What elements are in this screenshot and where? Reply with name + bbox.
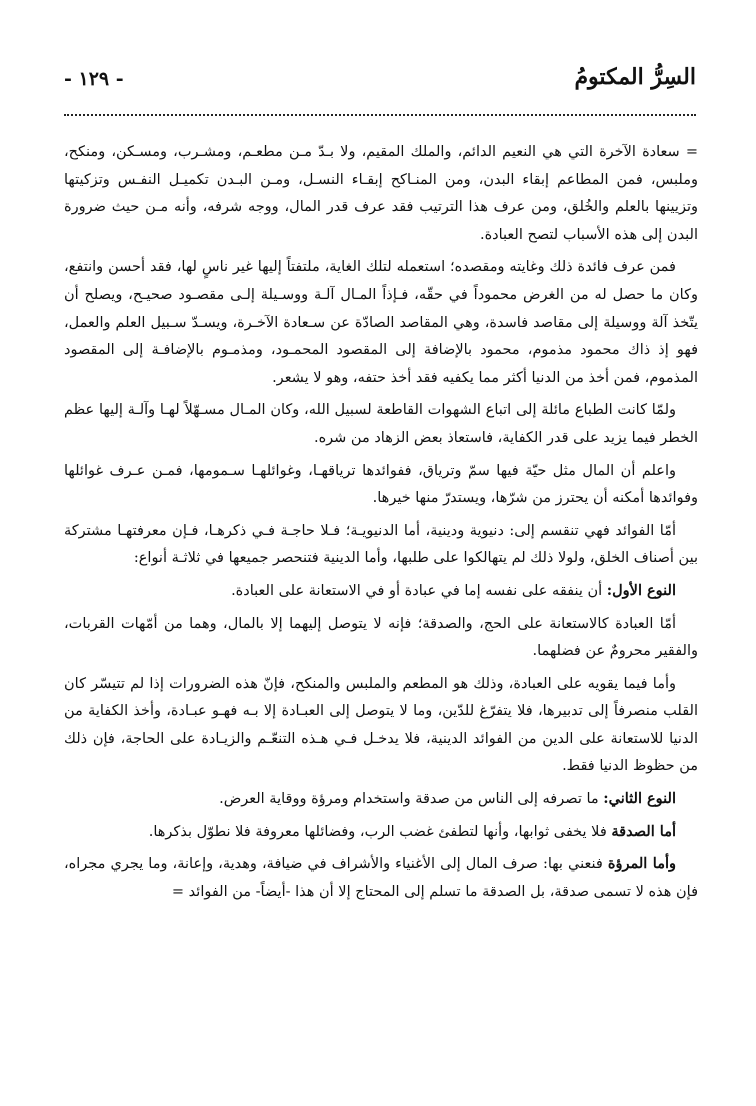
paragraph-lead: النوع الثاني: <box>603 790 676 808</box>
running-title: السِرُّ المكتومُ <box>574 64 696 90</box>
paragraph <box>64 253 698 392</box>
paragraph-lead: النوع الأول: <box>606 581 676 599</box>
paragraph-lead: وأما المرؤة <box>607 855 677 873</box>
paragraph-text: ولمّا كانت الطباع مائلة إلى اتباع الشهوات القاطعة لسبيل الله، وكان المـال مسـهّلاً لهـا وآلـة إليها عظم الخطر فيما يزيد على قدر الكفاية، فاستعاذ بعض الزهاد من شره. <box>64 402 698 446</box>
page-header <box>64 60 696 100</box>
paragraph-text: أن ينفقه على نفسه إما في عبادة أو في الاستعانة على العبادة. <box>231 582 607 599</box>
paragraph-text: أمّا الفوائد فهي تنقسم إلى: دنيوية ودينية، أما الدنيويـة؛ فـلا حاجـة فـي ذكرهـا، فـإن معرفتهـا مشتركة بين أصناف الخلق، ولولا ذلك لم يتهالكوا على طلبها، وأما الدينية فتنحصر جميعها في ثلاثـة أنواع: <box>64 522 698 567</box>
paragraph <box>64 457 698 513</box>
page-number: - ١٢٩ - <box>64 68 124 90</box>
paragraph <box>64 577 698 606</box>
paragraph-text: ما تصرفه إلى الناس من صدقة واستخدام ومرؤة ووقاية العرض. <box>219 791 604 808</box>
paragraph-text: = سعادة الآخرة التي هي النعيم الدائم، والملك المقيم، ولا بـدّ مـن مطعـم، ومشـرب، ومسـكن، ومنكح، وملبس، فمن المطاعم إبقاء البدن، ومن المنـاكح إبقـاء النسـل، ومـن البـدن تكميـل النفـس وتزكيتها وتزيينها بالعلم والخُلق، ومن عرف هذا الترتيب فقد عرف قدر المال، ووجه شرفه، وأنه مـن حيث ضرورة البدن إلى هذه الأسباب لتصح العبادة. <box>64 144 698 243</box>
paragraph-text: فمن عرف فائدة ذلك وغايته ومقصده؛ استعمله لتلك الغاية، ملتفتاً إليها غير ناسٍ لها، فقد أحسن وانتفع، وكان ما حصل له من الغرض محموداً في حقّه، فـإذاً المـال آلـة ووسـيلة إلـى مقصـود صحيـح، ويصلح أن يتّخذ آلة ووسيلة إلى مقاصد فاسدة، وهي المقاصد الصادّة عن سـعادة الآخـرة، ويسـدّ سـبيل العلم والعمل، فهو إذ ذاك محمود مذموم، محمود بالإضافة إلى المقصود المحمـود، ومذمـوم بالإضافـة إلى المقصود المذموم، فمن أخذ من الدنيا أكثر مما يكفيه فقد أخذ حتفه، وهو لا يشعر. <box>64 259 698 386</box>
paragraph-text: واعلم أن المال مثل حيّة فيها سمّ وترياق، ففوائدها ترياقهـا، وغوائلهـا سـمومها، فمـن عـرف غوائلها وفوائدها أمكنه أن يحترز من شرّها، ويستدرّ منها خيرها. <box>64 462 698 507</box>
paragraph <box>64 850 698 906</box>
paragraph-text: فنعني بها: صرف المال إلى الأغنياء والأشراف في ضيافة، وهدية، وإعانة، وما يجري مجراه، فإن هذه لا تسمى صدقة، بل الصدقة ما تسلم إلى المحتاج إلا أن هذا -أيضاً- من الفوائد = <box>64 856 698 900</box>
paragraph <box>64 670 698 781</box>
paragraph-lead: أما الصدقة <box>611 822 676 840</box>
paragraph-text: وأما فيما يقويه على العبادة، وذلك هو المطعم والملبس والمنكح، فإنّ هذه الضرورات إذا لم تتيسّر كان القلب منصرفاً إلى تدبيرها، فلا يتفرّغ للدّين، وما لا يتوصل إلى العبـادة إلا بـه فهـو عبـادة، وأخذ الكفاية من الدنيا للاستعانة على الدين من الفوائد الدينية، فلا يدخـل فـي هـذه التنعّـم والزيـادة على الحاجة، فإن ذلك من حظوظ الدنيا فقط. <box>64 675 698 775</box>
paragraph <box>64 610 698 666</box>
paragraph <box>64 818 698 847</box>
body-text <box>64 138 698 910</box>
header-divider <box>64 114 696 116</box>
paragraph-text: فلا يخفى ثوابها، وأنها لتطفئ غضب الرب، وفضائلها معروفة فلا نطوّل بذكرها. <box>148 823 612 840</box>
paragraph <box>64 785 698 814</box>
paragraph <box>64 138 698 249</box>
paragraph <box>64 396 698 452</box>
paragraph-text: أمّا العبادة كالاستعانة على الحج، والصدقة؛ فإنه لا يتوصل إليهما إلا بالمال، وهما من أمّهات القربات، والفقير محرومٌ عن فضلهما. <box>64 615 698 660</box>
paragraph <box>64 517 698 573</box>
